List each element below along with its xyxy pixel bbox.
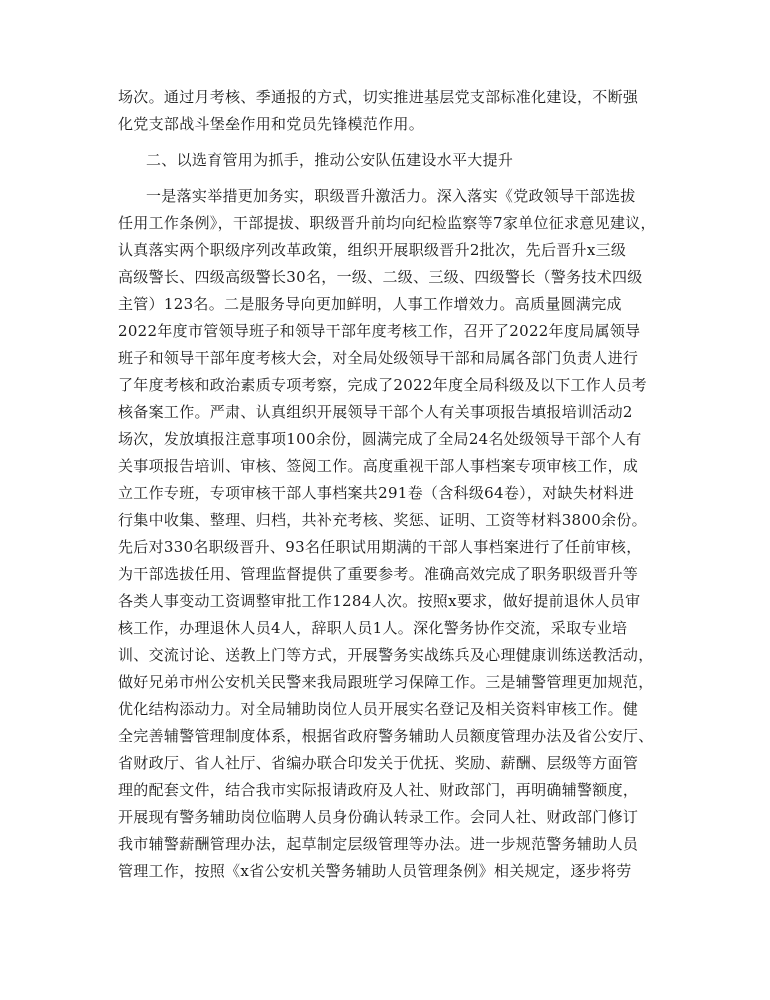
text-line: 主管）123名。二是服务导向更加鲜明，人事工作增效力。高质量圆满完成: [118, 295, 622, 313]
text-line: 核备案工作。严肃、认真组织开展领导干部个人有关事项报告填报培训活动2: [118, 403, 633, 421]
text-line: 行集中收集、整理、归档，共补充考核、奖惩、证明、工资等材料3800余份。: [118, 511, 647, 529]
text-line: 场次，发放填报注意事项100余份，圆满完成了全局24名处级领导干部个人有: [118, 430, 642, 448]
text-line: 任用工作条例》，干部提拔、职级晋升前均向纪检监察等7家单位征求意见建议，: [118, 214, 656, 232]
text-line: 开展现有警务辅助岗位临聘人员身份确认转录工作。会同人社、财政部门修订: [118, 808, 639, 826]
text-line: 省财政厅、省人社厅、省编办联合印发关于优抚、奖励、薪酬、层级等方面管: [118, 754, 639, 772]
text-line: 理的配套文件，结合我市实际报请政府及人社、财政部门，再明确辅警额度，: [118, 781, 639, 799]
text-line: 全完善辅警管理制度体系，根据省政府警务辅助人员额度管理办法及省公安厅、: [118, 727, 654, 745]
text-line: 做好兄弟市州公安机关民警来我局跟班学习保障工作。三是辅警管理更加规范，: [118, 673, 654, 691]
text-line: 核工作，办理退休人员4人，辞职人员1人。深化警务协作交流，采取专业培: [118, 619, 628, 637]
text-line: 管理工作，按照《x省公安机关警务辅助人员管理条例》相关规定，逐步将劳: [118, 862, 632, 880]
text-line: 化党支部战斗堡垒作用和党员先锋模范作用。: [118, 115, 425, 133]
text-line: 了年度考核和政治素质专项考察，完成了2022年度全局科级及以下工作人员考: [118, 376, 647, 394]
text-line: 各类人事变动工资调整审批工作1284人次。按照x要求，做好提前退休人员审: [118, 592, 641, 610]
section-heading: 二、以选育管用为抓手，推动公安队伍建设水平大提升: [146, 151, 514, 169]
text-line: 认真落实两个职级序列改革政策，组织开展职级晋升2批次，先后晋升x三级: [118, 241, 627, 259]
text-line: 2022年度市管领导班子和领导干部年度考核工作，召开了2022年度局属领导: [118, 322, 641, 340]
text-line: 优化结构添动力。对全局辅助岗位人员开展实名登记及相关资料审核工作。健: [118, 700, 639, 718]
text-line: 立工作专班，专项审核干部人事档案共291卷（含科级64卷），对缺失材料进: [118, 484, 635, 502]
text-line: 一是落实举措更加务实，职级晋升激活力。深入落实《党政领导干部选拔: [146, 187, 636, 205]
text-line: 高级警长、四级高级警长30名，一级、二级、三级、四级警长（警务技术四级: [118, 268, 643, 286]
text-line: 关事项报告培训、审核、签阅工作。高度重视干部人事档案专项审核工作，成: [118, 457, 639, 475]
text-line: 我市辅警薪酬管理办法，起草制定层级管理等办法。进一步规范警务辅助人员: [118, 835, 639, 853]
text-line: 场次。通过月考核、季通报的方式，切实推进基层党支部标准化建设，不断强: [118, 88, 639, 106]
text-line: 先后对330名职级晋升、93名任职试用期满的干部人事档案进行了任前审核，: [118, 538, 642, 556]
text-line: 为干部选拔任用、管理监督提供了重要参考。准确高效完成了职务职级晋升等: [118, 565, 639, 583]
text-line: 训、交流讨论、送教上门等方式，开展警务实战练兵及心理健康训练送教活动，: [118, 646, 654, 664]
text-line: 班子和领导干部年度考核大会，对全局处级领导干部和局属各部门负责人进行: [118, 349, 639, 367]
